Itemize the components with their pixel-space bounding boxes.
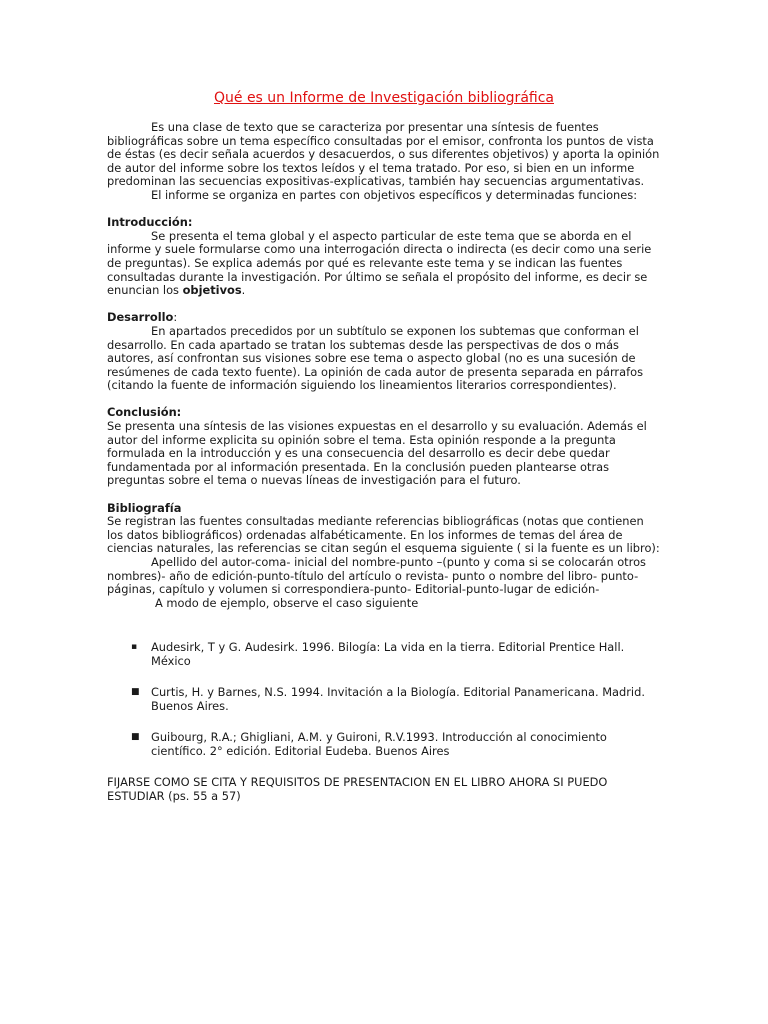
reference-text: Curtis, H. y Barnes, N.S. 1994. Invitación a la Biología. Editorial Panamericana. Madrid. Buenos Aires. [151, 685, 645, 714]
document-title: Qué es un Informe de Investigación bibliográfica [213, 90, 554, 106]
list-item [107, 730, 663, 758]
conclusion-heading: Conclusión: [107, 405, 182, 420]
introduccion-paragraph [107, 230, 663, 298]
desarrollo-heading-line [107, 311, 663, 325]
desarrollo-paragraph: En apartados precedidos por un subtítulo se exponen los subtemas que conforman el desarrollo. En cada apartado se tratan los subtemas desde las perspectivas de dos o más autores, así confrontan sus visiones sobre ese tema o aspecto global (no es una sucesión de resúmenes de cada texto fuente). La opinión de cada autor de presenta separada en párrafos (citando la fuente de información siguiendo los lineamientos literarios correspondientes). [107, 323, 643, 393]
desarrollo-heading: Desarrollo [107, 310, 174, 325]
document-body [107, 121, 663, 803]
introduccion-text: Se presenta el tema global y el aspecto particular de este tema que se aborda en el informe y suele formularse como una interrogación directa o indirecta (es decir como una serie de preguntas). Se explica además por qué es relevante este tema y se indican las fuentes consultadas durante la investigación. Por último se señala el propósito del informe, es decir se enuncian los [107, 228, 652, 298]
conclusion-paragraph: Se presenta una síntesis de las visiones expuestas en el desarrollo y su evaluación. Además el autor del informe explicita su opinión sobre el tema. Esta opinión responde a la pregunta formulada en la introducción y es una consecuencia del desarrollo es decir debe quedar fundamentada por al información presentada. En la conclusión pueden plantearse otras preguntas sobre el tema o nuevas líneas de investigación para el futuro. [107, 419, 647, 488]
reference-list [107, 640, 663, 758]
final-note: FIJARSE COMO SE CITA Y REQUISITOS DE PRESENTACION EN EL LIBRO AHORA SI PUEDO ESTUDIAR (ps. 55 a 57) [107, 775, 608, 804]
bibliografia-heading: Bibliografía [107, 500, 182, 515]
intro-paragraph: Es una clase de texto que se caracteriza por presentar una síntesis de fuentes bibliográficas sobre un tema específico consultadas por el emisor, confronta los puntos de vista de éstas (es decir señala acuerdos y desacuerdos, o sus diferentes objetivos) y aporta la opinión de autor del informe sobre los textos leídos y el tema tratado. Por eso, si bien en un informe predominan las secuencias expositivas-explicativas, también hay secuencias argumentativas. [107, 120, 660, 189]
introduccion-heading: Introducción: [107, 215, 193, 230]
intro-organization-paragraph: El informe se organiza en partes con objetivos específicos y determinadas funciones: [151, 187, 638, 202]
reference-text: Guibourg, R.A.; Ghigliani, A.M. y Guironi, R.V.1993. Introducción al conocimiento científico. 2° edición. Editorial Eudeba. Buenos Aires [151, 730, 607, 759]
list-item [107, 685, 663, 713]
list-item [107, 640, 663, 668]
bibliografia-paragraph: Se registran las fuentes consultadas mediante referencias bibliográficas (notas que contienen los datos bibliográficos) ordenadas alfabéticamente. En los informes de temas del área de ciencias naturales, las referencias se citan según el esquema siguiente ( si la fuente es un libro): [107, 514, 660, 556]
bullet-icon: ■ [131, 732, 140, 743]
bullet-icon: ▪ [131, 642, 138, 653]
bibliografia-ejemplo: A modo de ejemplo, observe el caso siguiente [155, 595, 419, 610]
reference-text: Audesirk, T y G. Audesirk. 1996. Bilogía: La vida en la tierra. Editorial Prentice Hall. México [151, 640, 625, 669]
bibliografia-esquema: Apellido del autor-coma- inicial del nombre-punto –(punto y coma si se colocarán otros nombres)- año de edición-punto-título del artículo o revista- punto o nombre del libro- punto- páginas, capítulo y volumen si correspondiera-punto- Editorial-punto-lugar de edición- [107, 555, 646, 597]
desarrollo-colon: : [173, 310, 178, 325]
objetivos-bold: objetivos [182, 283, 242, 298]
bullet-icon: ■ [131, 687, 140, 698]
introduccion-end: . [241, 283, 246, 298]
